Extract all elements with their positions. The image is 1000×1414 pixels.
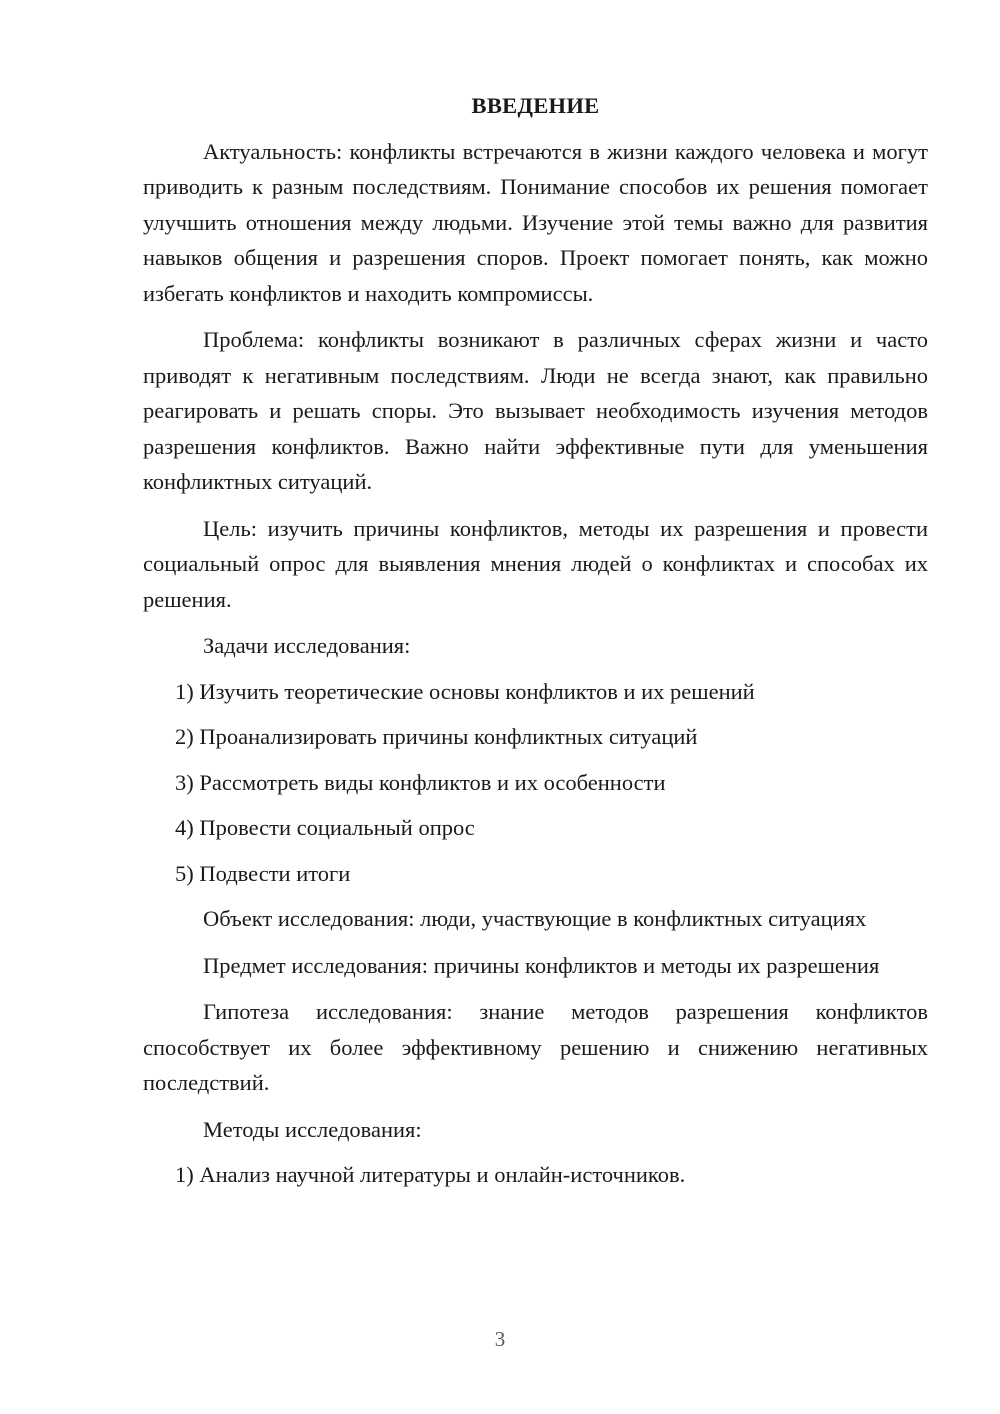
methods-list <box>143 1157 928 1193</box>
page-number: 3 <box>494 1327 506 1351</box>
tasks-heading: Задачи исследования: <box>203 633 411 658</box>
tasks-list <box>143 674 928 892</box>
document-page <box>143 88 928 1203</box>
task-item: 1) Изучить теоретические основы конфликтов и их решений <box>175 678 755 704</box>
task-item: 2) Проанализировать причины конфликтных ситуаций <box>175 724 698 749</box>
research-object-paragraph: Объект исследования: люди, участвующие в конфликтных ситуациях <box>203 906 867 931</box>
method-item: 1) Анализ научной литературы и онлайн-источников. <box>175 1162 686 1187</box>
task-item: 5) Подвести итоги <box>175 860 351 886</box>
problem-paragraph: Проблема: конфликты возникают в различных сферах жизни и часто приводят к негативным последствиям. Люди не всегда знают, как правильно реагировать и решать споры. Это вызывает необходимость изучения методов разрешения конфликтов. Важно найти эффективные пути для уменьшения конфликтных ситуаций. <box>143 327 928 494</box>
research-subject-paragraph: Предмет исследования: причины конфликтов и методы их разрешения <box>203 952 880 978</box>
section-title: ВВЕДЕНИЕ <box>471 93 600 118</box>
methods-heading: Методы исследования: <box>203 1116 422 1142</box>
goal-paragraph: Цель: изучить причины конфликтов, методы их разрешения и провести социальный опрос для выявления мнения людей о конфликтах и способах их решения. <box>143 515 928 612</box>
task-item: 3) Рассмотреть виды конфликтов и их особенности <box>175 769 666 795</box>
research-hypothesis-paragraph: Гипотеза исследования: знание методов разрешения конфликтов способствует их более эффективному решению и снижению негативных последствий. <box>143 999 928 1095</box>
task-item: 4) Провести социальный опрос <box>175 815 475 840</box>
relevance-paragraph: Актуальность: конфликты встречаются в жизни каждого человека и могут приводить к разным последствиям. Понимание способов их решения помогает улучшить отношения между людьми. Изучение этой темы важно для развития навыков общения и разрешения споров. Проект помогает понять, как можно избегать конфликтов и находить компромиссы. <box>143 138 928 306</box>
